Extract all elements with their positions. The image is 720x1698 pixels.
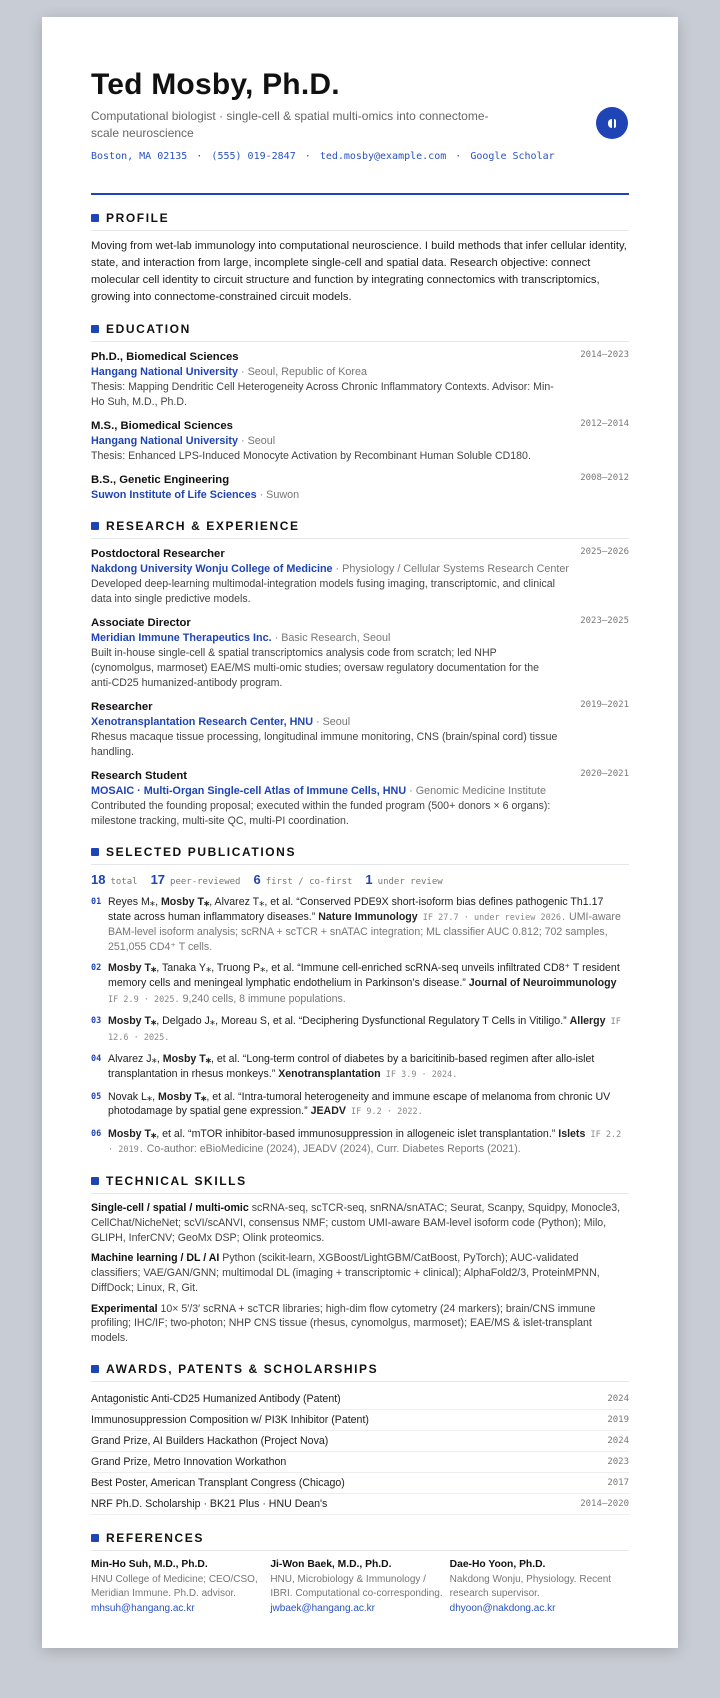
pub-journal: Allergy [569,1015,606,1028]
logo-half-shape [608,119,612,128]
square-bullet-icon [91,522,99,530]
entry-date: 2025–2026 [580,547,629,557]
entry-org-line [91,488,629,503]
award-row [91,1494,629,1515]
google-scholar-link[interactable]: Google Scholar [470,151,555,162]
pub-self-author: Mosby T⁎ [158,1090,207,1103]
award-row [91,1473,629,1494]
pub-note: 9,240 cells, 8 immune populations. [179,992,346,1005]
pub-self-author: Mosby T⁎ [108,1015,157,1028]
pub-self-author: Mosby T⁎ [162,1053,212,1066]
publication-number: 04 [91,1054,102,1065]
education-entry [91,418,629,464]
entry-org-line [91,784,629,799]
publication-item [91,1052,629,1082]
reference-email[interactable]: jwbaek@hangang.ac.kr [270,1602,375,1614]
ring-logo-icon [596,107,628,139]
skill-text: Python (scikit-learn, XGBoost/LightGBM/CatBoost, PyTorch); AUC-validated classifiers; VAE/GAN/GNN; multimodal DL (imaging + transcriptomic + clinical); AlphaFold2/3, ProteinMPNN, DiffDock; Linux, R, Git. [91,1252,600,1294]
degree-title: Ph.D., Biomedical Sciences [91,351,239,363]
publication-number: 02 [91,963,102,974]
square-bullet-icon [91,1365,99,1373]
section-header [91,1171,629,1194]
publication-text [108,895,629,954]
stat-count: 1 [365,872,373,887]
publication-number: 03 [91,1016,102,1027]
reference-name: Ji-Won Baek, M.D., Ph.D. [270,1559,392,1571]
pub-impact-meta: IF 27.7 · under review 2026. [417,912,567,923]
award-year: 2019 [607,1415,629,1426]
section-header [91,1359,629,1382]
pub-self-author: Mosby T⁎ [108,962,157,975]
skill-label: Machine learning / DL / AI [91,1252,220,1265]
award-label: Grand Prize, Metro Innovation Workathon [91,1456,287,1469]
skill-group [91,1251,629,1295]
stat-count: 17 [150,872,166,887]
pub-impact-meta: IF 9.2 · 2022. [345,1107,423,1118]
reference-desc: HNU, Microbiology & Immunology / IBRI. Computational co-corresponding. [270,1573,443,1600]
award-label: Grand Prize, AI Builders Hackathon (Project Nova) [91,1435,329,1448]
publication-text [108,1052,629,1082]
section-title: AWARDS, PATENTS & SCHOLARSHIPS [106,1362,379,1377]
pub-note: Co-author: eBioMedicine (2024), JEADV (2024), Curr. Diabetes Reports (2021). [143,1143,521,1156]
degree-title: B.S., Genetic Engineering [91,474,230,486]
entry-org-line [91,562,629,577]
section-header [91,208,629,231]
experience-entry [91,699,629,760]
entry-org-line [91,434,629,449]
award-row [91,1431,629,1452]
skill-label: Single-cell / spatial / multi-omic [91,1201,249,1214]
pub-citation: , Tanaka Y⁎, Truong P⁎, et al. “Immune cell-enriched scRNA-seq unveils infiltrated CD8⁺ T resident memory cells and meningeal lymphatic endothelium in Parkinson’s disease.” [108,962,620,989]
reference-name: Dae-Ho Yoon, Ph.D. [449,1559,546,1571]
pub-impact-meta: IF 12.6 · 2025. [108,1017,621,1043]
entry-org: Hangang National University [91,366,238,378]
entry-description: Developed deep-learning multimodal-integration models fusing imaging, transcriptomic, and clinical data into single predictive models. [91,578,556,605]
pub-impact-meta: IF 3.9 · 2024. [380,1069,458,1080]
entry-location: · Seoul, Republic of Korea [238,366,368,378]
square-bullet-icon [91,1177,99,1185]
section-header [91,516,629,539]
stat-label: under review [377,877,443,887]
publication-text [108,1090,629,1120]
references-section [91,1528,629,1616]
skill-label: Experimental [91,1302,158,1315]
skill-group [91,1201,629,1245]
entry-org-line [91,631,629,646]
candidate-name: Ted Mosby, Ph.D. [91,68,340,101]
role-title: Associate Director [91,617,191,629]
pub-journal: Islets [558,1127,586,1140]
entry-date: 2023–2025 [580,616,629,626]
reference-card [270,1558,449,1616]
section-header [91,842,629,865]
entry-description: Built in-house single-cell & spatial transcriptomics analysis code from scratch; led NHP (cynomolgus, marmoset) EAE/MS multi-omic studies; oversaw regulatory documentation for the anti-CD25 humanized-antibody program. [91,647,540,689]
award-row [91,1389,629,1410]
entry-org: MOSAIC · Multi-Organ Single-cell Atlas of Immune Cells, HNU [91,785,407,797]
entry-date: 2008–2012 [580,473,629,483]
contact-email[interactable]: ted.mosby@example.com [319,151,447,162]
reference-card [91,1558,270,1616]
pub-self-author: Mosby T⁎ [160,896,210,908]
stat-count: 6 [253,872,261,887]
pub-journal: JEADV [310,1105,346,1118]
section-title: EDUCATION [106,322,191,336]
section-header [91,319,629,342]
pub-citation: , et al. “mTOR inhibitor-based immunosuppression in allogeneic islet transplantation.” [156,1127,559,1140]
reference-name: Min-Ho Suh, M.D., Ph.D. [91,1559,208,1571]
role-title: Researcher [91,701,153,713]
pub-citation: , Alvarez T⁎, et al. “Conserved PDE9X short-isoform bias defines pathogenic Th1.17 state across human inflammatory diseases.” [108,896,604,923]
entry-location: · Seoul [313,716,351,728]
logo-bar-shape [614,119,616,128]
publications-section [91,842,629,1158]
reference-desc: Nakdong Wonju, Physiology. Recent research supervisor. [449,1573,612,1600]
experience-entry [91,615,629,691]
award-year: 2024 [607,1436,629,1447]
skill-group [91,1302,629,1346]
entry-org-line [91,365,629,380]
pub-note: UMI-aware BAM-level isoform analysis; scRNA + scTCR + snATAC integration; ML classifier AUC 0.812; 702 samples, 251,055 CD4⁺ T cells. [108,910,621,953]
entry-date: 2020–2021 [580,769,629,779]
pub-authors-pre: Reyes M⁎, [108,896,161,908]
pub-citation: , et al. “Long-term control of diabetes by a baricitinib-based regimen after allo-islet transplantation in rhesus monkeys.” [108,1053,595,1080]
award-label: Immunosuppression Composition w/ PI3K Inhibitor (Patent) [91,1414,369,1427]
entry-description: Rhesus macaque tissue processing, longitudinal immune monitoring, CNS (brain/spinal cord) tissue handling. [91,731,558,758]
award-label: NRF Ph.D. Scholarship · BK21 Plus · HNU Dean's [91,1498,328,1511]
award-year: 2024 [607,1394,629,1405]
award-row [91,1410,629,1431]
pub-journal: Nature Immunology [318,910,418,923]
skill-text: 10× 5′/3′ scRNA + scTCR libraries; high-dim flow cytometry (24 markers); brain/CNS immune profiling; IHC/IF; two-photon; NHP CNS tissue (rhesus, cynomolgus, marmoset); EAE/MS & islet-transplant models. [91,1302,596,1345]
reference-desc: HNU College of Medicine; CEO/CSO, Meridian Immune. Ph.D. advisor. [91,1573,258,1600]
square-bullet-icon [91,325,99,333]
resume-header [91,68,629,195]
entry-org: Hangang National University [91,435,238,447]
separator: · [196,151,203,162]
pub-authors-pre: Novak L⁎, [108,1090,159,1103]
resume-content [91,65,629,1616]
separator: · [304,151,311,162]
pub-impact-meta: IF 2.9 · 2025. [108,994,180,1005]
education-entry [91,472,629,503]
stat-label: peer-reviewed [170,877,241,887]
publication-number: 06 [91,1128,102,1139]
entry-date: 2019–2021 [580,700,629,710]
award-year: 2017 [607,1478,629,1489]
entry-location: · Seoul [238,435,276,447]
entry-location: · Physiology / Cellular Systems Research Center [332,563,569,575]
degree-title: M.S., Biomedical Sciences [91,420,233,432]
role-title: Postdoctoral Researcher [91,548,225,560]
award-label: Antagonistic Anti-CD25 Humanized Antibody (Patent) [91,1393,341,1406]
pub-authors-pre: Alvarez J⁎, [108,1053,163,1066]
award-row [91,1452,629,1473]
publication-text [108,1014,629,1045]
reference-card [450,1558,629,1616]
entry-description: Contributed the founding proposal; executed within the funded program (500+ donors × 6 organs): milestone tracking, multi-site QC, multi-PI coordination. [91,800,551,827]
section-title: PROFILE [106,211,170,225]
square-bullet-icon [91,1534,99,1542]
publication-text [108,1127,629,1158]
entry-location: · Suwon [256,489,300,501]
pub-citation: , et al. “Intra-tumoral heterogeneity and immune escape of melanoma from chronic UV photodamage by spatial gene expression.” [108,1090,611,1118]
stat-count: 18 [91,872,106,887]
pub-self-author: Mosby T⁎ [108,1127,157,1140]
entry-org: Suwon Institute of Life Sciences [91,489,257,501]
award-year: 2023 [607,1457,629,1468]
section-title: TECHNICAL SKILLS [106,1173,247,1188]
contact-phone[interactable]: (555) 019-2847 [211,151,296,162]
pub-journal: Xenotransplantation [278,1067,381,1080]
experience-entry [91,546,629,607]
publication-item [91,961,629,1007]
reference-email[interactable]: dhyoon@nakdong.ac.kr [449,1602,556,1614]
entry-description: Thesis: Enhanced LPS-Induced Monocyte Activation by Recombinant Human Soluble CD180. [91,450,531,462]
pub-citation: , Delgado J⁎, Moreau S, et al. “Deciphering Dysfunctional Regulatory T Cells in Vitiligo.” [156,1015,570,1028]
publication-number: 05 [91,1091,102,1102]
square-bullet-icon [91,214,99,222]
publication-item [91,895,629,954]
education-section [91,319,629,503]
awards-section [91,1359,629,1515]
role-title: Research Student [91,770,188,782]
entry-location: · Basic Research, Seoul [271,632,391,644]
references-grid [91,1558,629,1616]
education-entry [91,349,629,410]
publication-text [108,961,629,1007]
experience-section [91,516,629,829]
section-title: RESEARCH & EXPERIENCE [106,519,300,533]
section-title: SELECTED PUBLICATIONS [106,845,297,859]
reference-email[interactable]: mhsuh@hangang.ac.kr [91,1602,195,1614]
resume-page [42,17,678,1648]
experience-entry [91,768,629,829]
tagline: Computational biologist · single-cell & spatial multi-omics into connectome-scale neuroscience [91,109,489,140]
entry-org: Xenotransplantation Research Center, HNU [91,716,313,728]
section-title: REFERENCES [106,1531,205,1546]
publication-item [91,1090,629,1120]
entry-description: Thesis: Mapping Dendritic Cell Heterogeneity Across Chronic Inflammatory Contexts. Advisor: Min-Ho Suh, M.D., Ph.D. [91,381,554,408]
separator: · [455,151,462,162]
award-year: 2014–2020 [580,1499,629,1510]
publication-stats [91,872,629,887]
contact-location: Boston, MA 02135 [91,151,188,162]
entry-location: · Genomic Medicine Institute [406,785,546,797]
entry-org: Nakdong University Wonju College of Medicine [91,563,333,575]
publication-item [91,1014,629,1045]
skill-text: scRNA-seq, scTCR-seq, snRNA/snATAC; Seurat, Scanpy, Squidpy, Monocle3, CellChat/NicheNet; scVI/scANVI, consensus NMF; custom UMI-aware BAM-level isoform code (Python); Milo, GLIPH, InferCNV; GeoMx DSP; Olink proteomics. [91,1201,621,1244]
stat-label: first / co-first [265,877,353,887]
section-header [91,1528,629,1551]
stat-label: total [110,877,138,887]
entry-org-line [91,715,629,730]
publication-item [91,1127,629,1158]
award-label: Best Poster, American Transplant Congress (Chicago) [91,1477,345,1490]
pub-journal: Journal of Neuroimmunology [468,976,617,989]
square-bullet-icon [91,848,99,856]
publication-number: 01 [91,897,102,907]
pub-impact-meta: IF 2.2 · 2019. [108,1129,622,1156]
contact-line [91,151,629,162]
profile-section [91,208,629,306]
entry-org: Meridian Immune Therapeutics Inc. [91,632,272,644]
skills-section [91,1171,629,1346]
entry-date: 2014–2023 [580,350,629,360]
entry-date: 2012–2014 [580,419,629,429]
profile-text: Moving from wet-lab immunology into computational neuroscience. I build methods that infer cellular identity, state, and interaction from large, incomplete single-cell and spatial data. Research objective: connect molecular cell identity to circuit structure and function by integrating connectomics with transcriptomics, growing into connectome-constrained circuit models. [91,240,627,303]
